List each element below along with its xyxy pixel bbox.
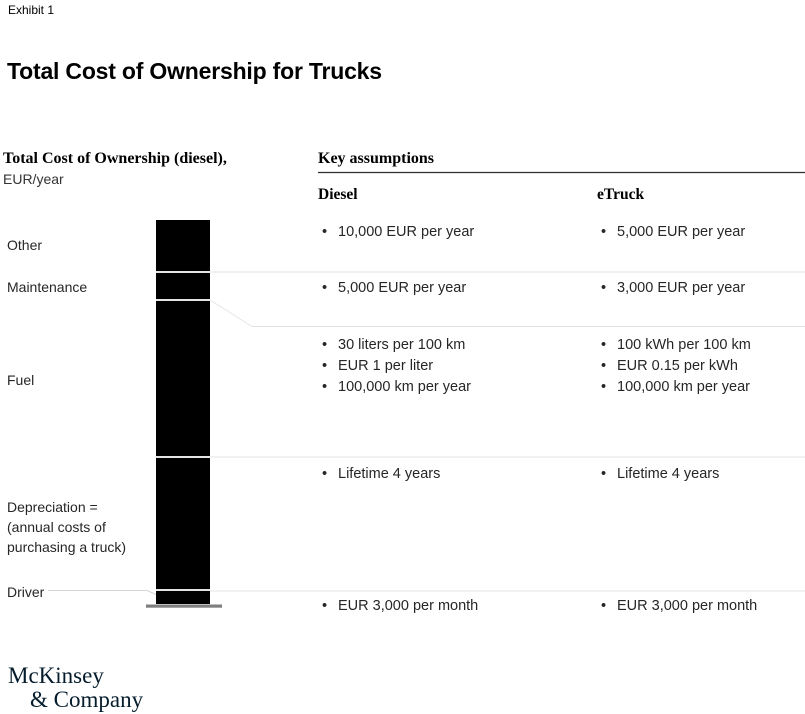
chart-heading bbox=[3, 150, 303, 187]
bar-label-depreciation bbox=[7, 497, 167, 557]
column-header-diesel: Diesel bbox=[318, 186, 358, 203]
assumption-cell-other-diesel bbox=[318, 222, 586, 243]
bar-label-maintenance: Maintenance bbox=[7, 279, 88, 295]
chart-heading-title: Total Cost of Ownership (diesel), bbox=[3, 150, 227, 167]
logo-line1: McKinsey bbox=[8, 663, 104, 688]
logo-line2: & Company bbox=[30, 687, 144, 712]
assumption-text: EUR 0.15 per kWh bbox=[617, 358, 738, 374]
assumption-text: 30 liters per 100 km bbox=[338, 337, 466, 353]
bar-label-driver: Driver bbox=[7, 584, 45, 600]
exhibit-label: Exhibit 1 bbox=[8, 3, 55, 17]
list-item bbox=[597, 222, 805, 243]
bar-segment-driver bbox=[156, 591, 210, 604]
assumption-cell-depreciation-diesel bbox=[318, 464, 586, 485]
bar-label-depreciation-line3: purchasing a truck) bbox=[7, 539, 127, 555]
assumption-cell-fuel-diesel bbox=[318, 335, 586, 398]
assumption-text: EUR 3,000 per month bbox=[338, 598, 479, 614]
bar-baseline bbox=[146, 605, 222, 608]
list-item bbox=[318, 377, 586, 398]
bar-segment-other bbox=[156, 220, 210, 271]
assumption-text: Lifetime 4 years bbox=[617, 466, 720, 482]
bullet-icon: • bbox=[601, 280, 607, 296]
list-item bbox=[318, 464, 586, 485]
column-header-etruck: eTruck bbox=[597, 186, 645, 203]
list-item bbox=[597, 278, 805, 299]
assumption-text: 5,000 EUR per year bbox=[617, 224, 746, 240]
bullet-icon: • bbox=[322, 466, 328, 482]
assumption-text: 100,000 km per year bbox=[338, 379, 471, 395]
bar-segment-maintenance bbox=[156, 273, 210, 299]
mckinsey-logo bbox=[8, 664, 143, 712]
bar-label-depreciation-line2: (annual costs of bbox=[7, 519, 106, 535]
bullet-icon: • bbox=[601, 358, 607, 374]
list-item bbox=[318, 356, 586, 377]
list-item bbox=[318, 335, 586, 356]
bullet-icon: • bbox=[601, 337, 607, 353]
bar-label-fuel: Fuel bbox=[7, 372, 35, 388]
assumption-text: 100 kWh per 100 km bbox=[617, 337, 751, 353]
list-item bbox=[597, 464, 805, 485]
assumption-cell-maintenance-diesel bbox=[318, 278, 586, 299]
chart-heading-unit: EUR/year bbox=[3, 171, 64, 187]
bullet-icon: • bbox=[322, 598, 328, 614]
assumption-text: 3,000 EUR per year bbox=[617, 280, 746, 296]
page-title: Total Cost of Ownership for Trucks bbox=[7, 58, 382, 84]
list-item bbox=[597, 335, 805, 356]
bullet-icon: • bbox=[601, 466, 607, 482]
list-item bbox=[597, 596, 805, 617]
assumption-cell-depreciation-etruck bbox=[597, 464, 805, 485]
bullet-icon: • bbox=[601, 598, 607, 614]
bullet-icon: • bbox=[322, 280, 328, 296]
assumption-text: EUR 3,000 per month bbox=[617, 598, 758, 614]
bullet-icon: • bbox=[322, 358, 328, 374]
bullet-icon: • bbox=[601, 379, 607, 395]
assumption-cell-maintenance-etruck bbox=[597, 278, 805, 299]
assumption-cell-other-etruck bbox=[597, 222, 805, 243]
assumption-cell-driver-diesel bbox=[318, 596, 586, 617]
bar-label-other: Other bbox=[7, 237, 43, 253]
list-item bbox=[318, 278, 586, 299]
list-item bbox=[597, 377, 805, 398]
bullet-icon: • bbox=[322, 379, 328, 395]
assumption-text: Lifetime 4 years bbox=[338, 466, 441, 482]
assumption-text: 100,000 km per year bbox=[617, 379, 750, 395]
bar-label-depreciation-line1: Depreciation = bbox=[7, 499, 98, 515]
key-assumptions-heading: Key assumptions bbox=[318, 150, 435, 167]
assumption-text: EUR 1 per liter bbox=[338, 358, 434, 374]
list-item bbox=[597, 356, 805, 377]
list-item bbox=[318, 596, 586, 617]
assumption-cell-fuel-etruck bbox=[597, 335, 805, 398]
assumption-cell-driver-etruck bbox=[597, 596, 805, 617]
list-item bbox=[318, 222, 586, 243]
assumption-text: 10,000 EUR per year bbox=[338, 224, 475, 240]
assumption-text: 5,000 EUR per year bbox=[338, 280, 467, 296]
bullet-icon: • bbox=[601, 224, 607, 240]
bullet-icon: • bbox=[322, 337, 328, 353]
bar-segment-fuel bbox=[156, 301, 210, 456]
bullet-icon: • bbox=[322, 224, 328, 240]
